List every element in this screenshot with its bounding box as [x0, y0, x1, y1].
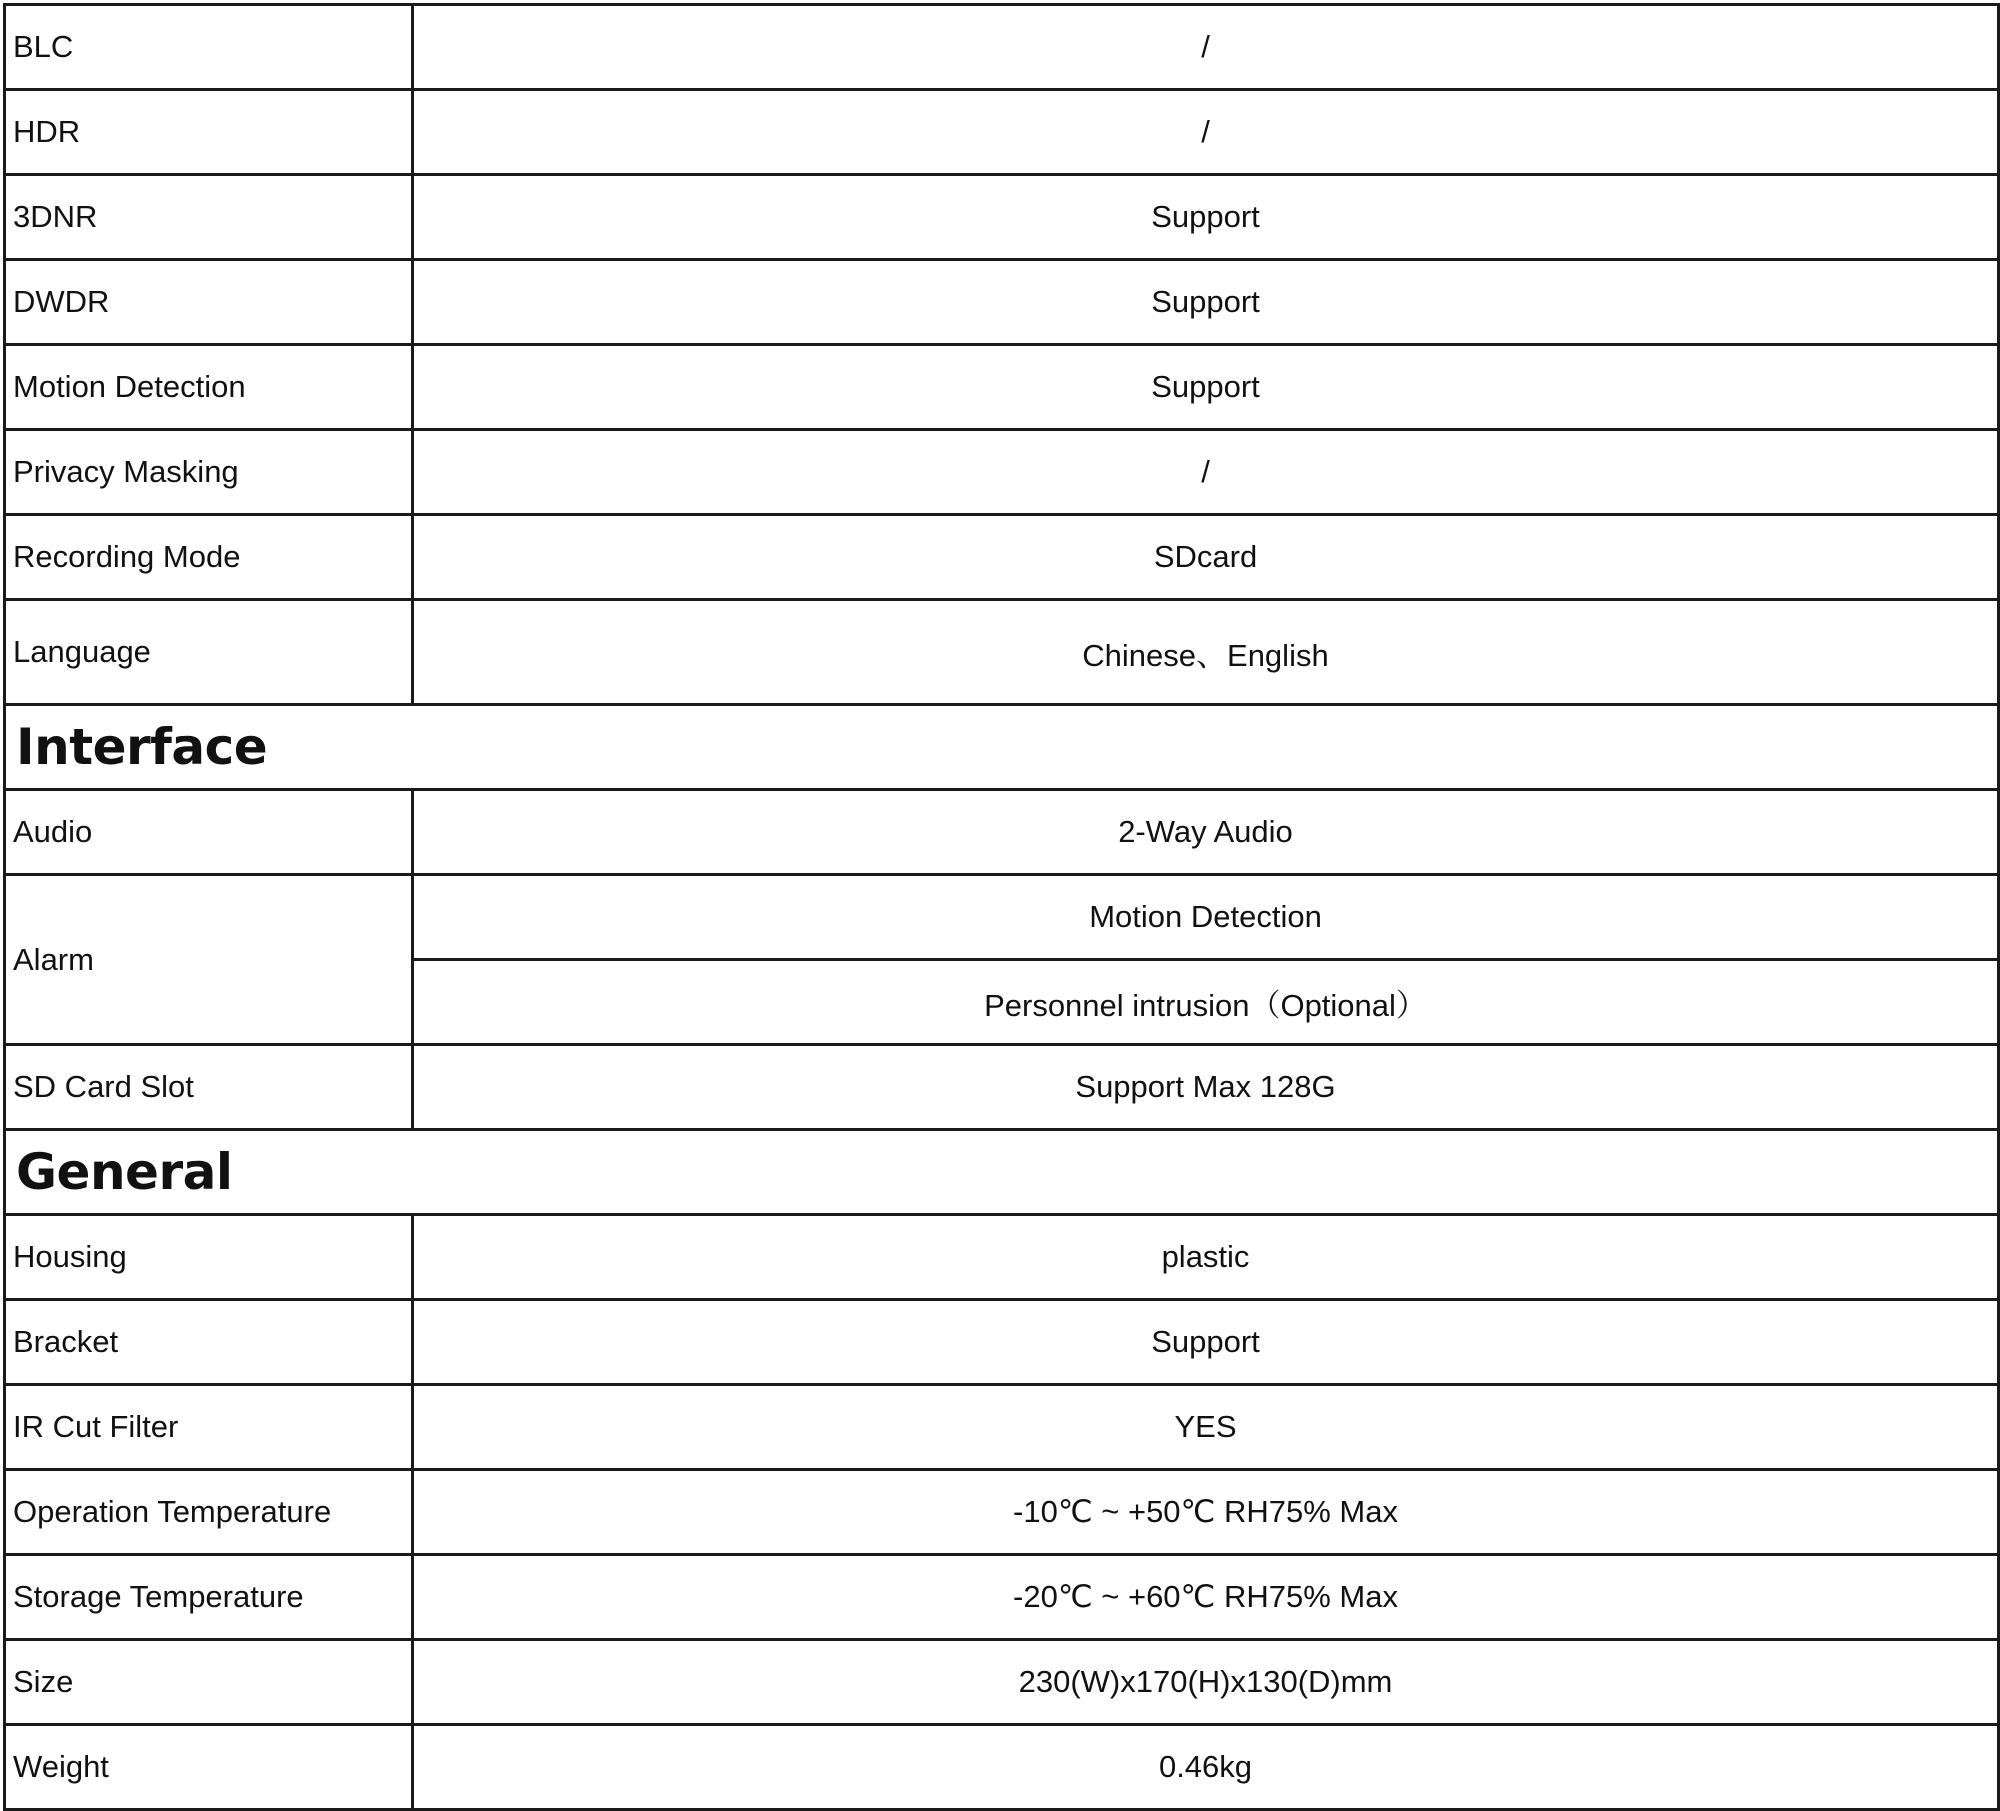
table-row [5, 430, 1999, 515]
spec-value: plastic [413, 1215, 1999, 1300]
spec-value: Motion Detection [413, 875, 1999, 960]
table-row [5, 5, 1999, 90]
spec-label: Privacy Masking [5, 430, 413, 515]
spec-value: Support [413, 1300, 1999, 1385]
table-row [5, 175, 1999, 260]
spec-value: Chinese、English [413, 600, 1999, 705]
spec-label: 3DNR [5, 175, 413, 260]
spec-value: Personnel intrusion（Optional） [413, 960, 1999, 1045]
spec-label: Bracket [5, 1300, 413, 1385]
table-row [5, 1045, 1999, 1130]
spec-label: Weight [5, 1725, 413, 1810]
spec-label: Language [5, 600, 413, 705]
section-header-general [5, 1130, 1999, 1215]
table-row [5, 875, 1999, 960]
spec-label: IR Cut Filter [5, 1385, 413, 1470]
spec-value: SDcard [413, 515, 1999, 600]
spec-label: DWDR [5, 260, 413, 345]
table-row [5, 1215, 1999, 1300]
spec-label: Housing [5, 1215, 413, 1300]
spec-value: Support [413, 345, 1999, 430]
spec-value: -20℃ ~ +60℃ RH75% Max [413, 1555, 1999, 1640]
table-row [5, 1470, 1999, 1555]
spec-value: 230(W)x170(H)x130(D)mm [413, 1640, 1999, 1725]
spec-value: / [413, 5, 1999, 90]
spec-label: Alarm [5, 875, 413, 1045]
section-header-interface [5, 705, 1999, 790]
spec-value: YES [413, 1385, 1999, 1470]
table-row [5, 1300, 1999, 1385]
table-row [5, 260, 1999, 345]
table-row [5, 90, 1999, 175]
spec-value: -10℃ ~ +50℃ RH75% Max [413, 1470, 1999, 1555]
section-title: General [5, 1130, 1999, 1215]
spec-label: Recording Mode [5, 515, 413, 600]
spec-label: Motion Detection [5, 345, 413, 430]
table-row [5, 600, 1999, 705]
spec-value: 2-Way Audio [413, 790, 1999, 875]
table-row [5, 1640, 1999, 1725]
table-row [5, 515, 1999, 600]
table-row [5, 1385, 1999, 1470]
table-row [5, 790, 1999, 875]
spec-label: Operation Temperature [5, 1470, 413, 1555]
spec-label: Size [5, 1640, 413, 1725]
spec-value: Support [413, 175, 1999, 260]
spec-label: HDR [5, 90, 413, 175]
spec-value: 0.46kg [413, 1725, 1999, 1810]
spec-label: BLC [5, 5, 413, 90]
spec-value: Support Max 128G [413, 1045, 1999, 1130]
spec-value: / [413, 430, 1999, 515]
spec-label: Storage Temperature [5, 1555, 413, 1640]
spec-value: Support [413, 260, 1999, 345]
spec-label: Audio [5, 790, 413, 875]
table-row [5, 345, 1999, 430]
table-row [5, 1725, 1999, 1810]
spec-table [3, 3, 2000, 1811]
table-row [5, 1555, 1999, 1640]
spec-value: / [413, 90, 1999, 175]
spec-label: SD Card Slot [5, 1045, 413, 1130]
section-title: Interface [5, 705, 1999, 790]
